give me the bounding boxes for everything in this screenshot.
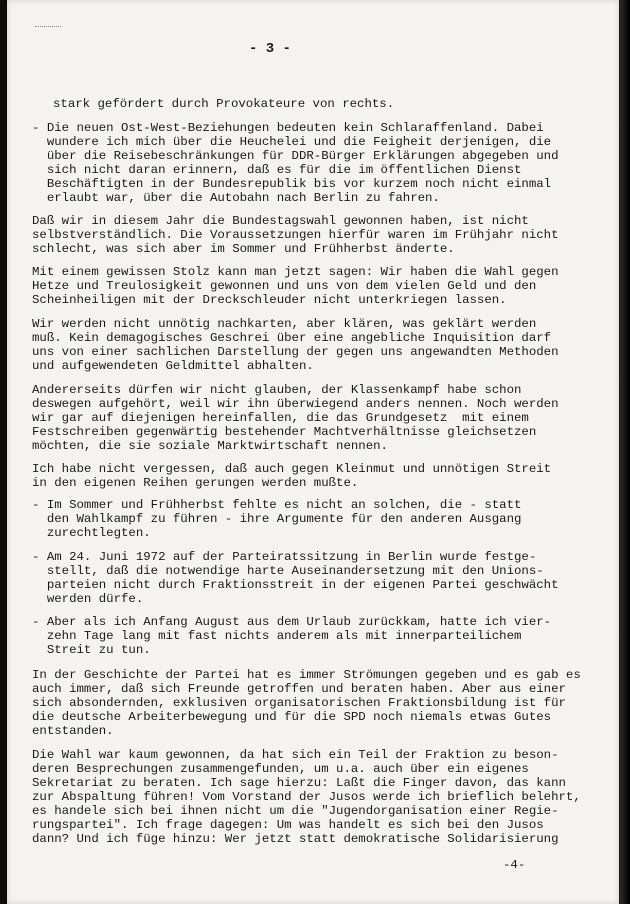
text-line: muß. Kein demagogisches Geschrei über eine angebliche Inquisition darf — [32, 331, 552, 345]
text-line: zurechtlegten. — [32, 526, 151, 540]
text-line: parteien nicht durch Fraktionsstreit in der eigenen Partei geschwächt — [32, 578, 559, 592]
text-line: - Im Sommer und Frühherbst fehlte es nicht an solchen, die - statt — [32, 498, 522, 512]
text-line: Daß wir in diesem Jahr die Bundestagswahl gewonnen haben, ist nicht — [32, 214, 529, 228]
text-line: Mit einem gewissen Stolz kann man jetzt sagen: Wir haben die Wahl gegen — [32, 265, 559, 279]
text-line: wundere ich mich über die Heuchelei und die Feigheit derjenigen, die — [32, 135, 552, 149]
text-line: zur Abspaltung führen! Vom Vorstand der Jusos werde ich brieflich belehrt, — [32, 790, 581, 804]
text-line: sich absondernden, exklusiven organisatorischen Fraktionsbildung ist für — [32, 696, 566, 710]
text-line: - Am 24. Juni 1972 auf der Parteiratssitzung in Berlin wurde festge- — [32, 550, 537, 564]
text-line: die deutsche Arbeiterbewegung und für die SPD noch niemals etwas Gutes — [32, 710, 552, 724]
text-line: sich nicht daran erinnern, daß es für die im öffentlichen Dienst — [32, 163, 522, 177]
scan-mark — [35, 26, 61, 35]
text-line: Sekretariat zu beraten. Ich sage hierzu: Laßt die Finger davon, das kann — [32, 776, 566, 790]
text-line: dann? Und ich füge hinzu: Wer jetzt statt demokratische Solidarisierung — [32, 832, 559, 846]
text-line: Scheinheiligen mit der Dreckschleuder nicht unterkriegen lassen. — [32, 293, 507, 307]
text-line: den Wahlkampf zu führen - ihre Argumente für den anderen Ausgang — [32, 512, 522, 526]
text-line: Streit zu tun. — [32, 643, 151, 657]
text-line: rungspartei". Ich frage dagegen: Um was handelt es sich bei den Jusos — [32, 818, 544, 832]
text-line: über die Reisebeschränkungen für DDR-Bürger Erklärungen abgegeben und — [32, 149, 559, 163]
text-line: stark gefördert durch Provokateure von rechts. — [53, 97, 395, 111]
text-line: und aufgewendeten Geldmittel abhalten. — [32, 359, 314, 373]
text-line: uns von einer sachlichen Darstellung der gegen uns angewandten Methoden — [32, 345, 559, 359]
text-line: Beschäftigten in der Bundesrepublik bis vor kurzem noch nicht einmal — [32, 177, 552, 191]
text-line: Festschreiben gegenwärtig bestehender Machtverhältnisse gleichsetzen — [32, 425, 537, 439]
text-line: - Aber als ich Anfang August aus dem Urlaub zurückkam, hatte ich vier- — [32, 615, 552, 629]
text-line: auch immer, daß sich Freunde getroffen und beraten haben. Aber aus einer — [32, 682, 566, 696]
text-line: deren Besprechungen zusammengefunden, um u.a. auch über ein eigenes — [32, 762, 529, 776]
text-line: es handele sich bei ihnen nicht um die "Jugendorganisation einer Regie- — [32, 804, 559, 818]
text-line: zehn Tage lang mit fast nichts anderem als mit innerparteilichem — [32, 629, 522, 643]
text-line: entstanden. — [32, 724, 114, 738]
text-line: in den eigenen Reihen gerungen werden mußte. — [32, 476, 359, 490]
scan-edge-right — [620, 0, 630, 904]
document-page — [7, 0, 619, 904]
text-line: erlaubt war, über die Autobahn nach Berlin zu fahren. — [32, 191, 440, 205]
text-line: deswegen aufgehört, weil wir ihn überwiegend anders nennen. Noch werden — [32, 397, 559, 411]
text-line: werden dürfe. — [32, 592, 144, 606]
text-line: - Die neuen Ost-West-Beziehungen bedeuten kein Schlaraffenland. Dabei — [32, 121, 544, 135]
text-line: Andererseits dürfen wir nicht glauben, der Klassenkampf habe schon — [32, 383, 522, 397]
text-line: wir gar auf diejenigen hereinfallen, die das Grundgesetz mit einem — [32, 411, 529, 425]
text-line: möchten, die sie soziale Marktwirtschaft nennen. — [32, 439, 388, 453]
text-line: Wir werden nicht unnötig nachkarten, aber klären, was geklärt werden — [32, 317, 537, 331]
text-line: Die Wahl war kaum gewonnen, da hat sich ein Teil der Fraktion zu beson- — [32, 748, 559, 762]
text-line: Hetze und Treulosigkeit gewonnen und uns von dem vielen Geld und den — [32, 279, 537, 293]
text-line: Ich habe nicht vergessen, daß auch gegen Kleinmut und unnötigen Streit — [32, 462, 552, 476]
text-line: In der Geschichte der Partei hat es immer Strömungen gegeben und es gab es — [32, 668, 581, 682]
continuation-marker: -4- — [503, 858, 526, 872]
text-line: schlecht, was sich aber im Sommer und Frühherbst änderte. — [32, 242, 455, 256]
page-number: - 3 - — [249, 41, 291, 57]
text-line: stellt, daß die notwendige harte Auseinandersetzung mit den Unions- — [32, 564, 544, 578]
text-line: selbstverständlich. Die Voraussetzungen hierfür waren im Frühjahr nicht — [32, 228, 559, 242]
scan-edge-left — [0, 0, 7, 904]
